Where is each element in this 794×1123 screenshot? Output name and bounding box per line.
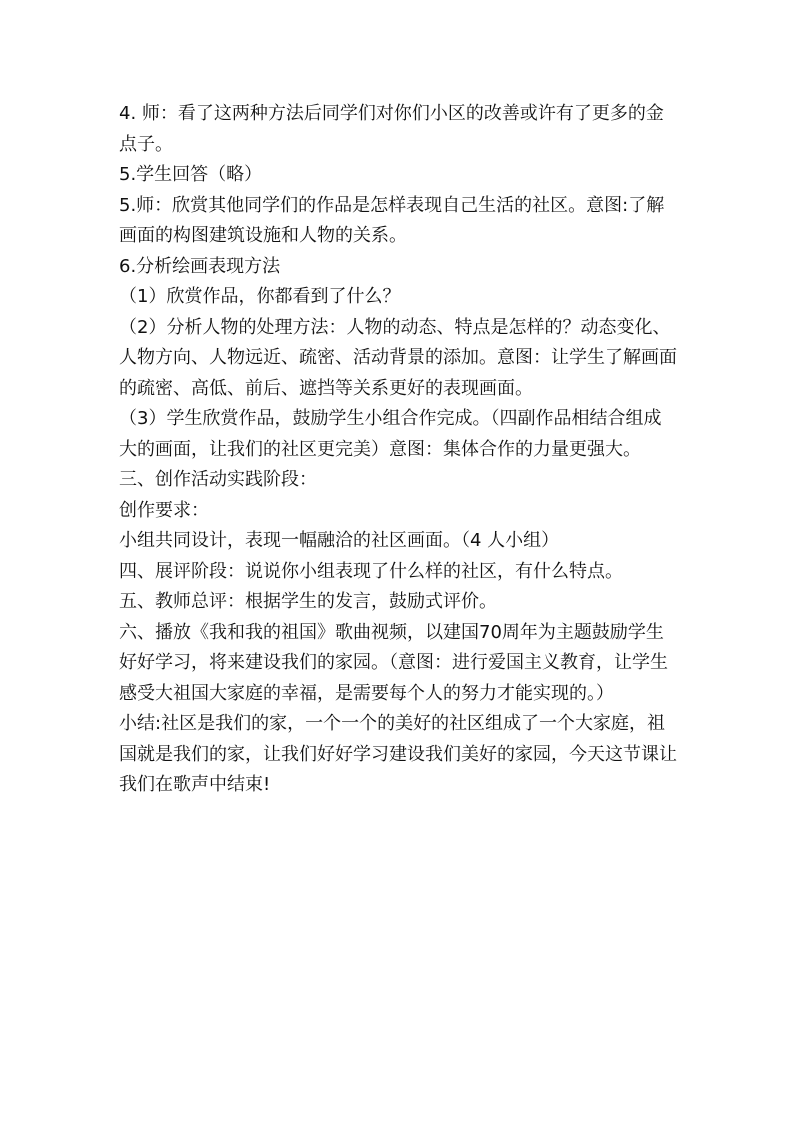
- paragraph-teacher-appreciation: 5.师：欣赏其他同学们的作品是怎样表现自己生活的社区。意图:了解画面的构图建筑设施和人物的关系。: [119, 194, 665, 246]
- document-body: [119, 99, 679, 801]
- paragraph-analysis-heading: 6.分析绘画表现方法: [119, 255, 281, 277]
- section-heading-practice: 三、创作活动实践阶段：: [119, 469, 317, 490]
- paragraph-analysis-item-3: （3）学生欣赏作品，鼓励学生小组合作完成。（四副作品相结合组成大的画面，让我们的社区更完美）意图：集体合作的力量更强大。: [119, 408, 662, 460]
- paragraph-student-answer: 5.学生回答（略）: [119, 164, 263, 185]
- section-heading-summary-review: 五、教师总评：根据学生的发言，鼓励式评价。: [119, 591, 497, 612]
- paragraph-teacher-question: 4. 师：看了这两种方法后同学们对你们小区的改善或许有了更多的金点子。: [119, 103, 664, 155]
- section-heading-exhibition: 四、展评阶段：说说你小组表现了什么样的社区，有什么特点。: [119, 560, 623, 582]
- paragraph-requirements: 小组共同设计，表现一幅融洽的社区画面。（4 人小组）: [119, 530, 560, 551]
- paragraph-analysis-item-2: （2）分析人物的处理方法：人物的动态、特点是怎样的？动态变化、人物方向、人物远近、疏密、活动背景的添加。意图：让学生了解画面的疏密、高低、前后、遮挡等关系更好的表现画面。: [119, 316, 677, 399]
- paragraph-analysis-item-1: （1）欣赏作品，你都看到了什么？: [119, 286, 401, 307]
- section-heading-song-video: 六、播放《我和我的祖国》歌曲视频，以建国70周年为主题鼓励学生好好学习，将来建设我们的家园。（意图：进行爱国主义教育，让学生感受大祖国大家庭的幸福，是需要每个人的努力才能实现的。）: [119, 621, 668, 704]
- paragraph-conclusion: 小结:社区是我们的家，一个一个的美好的社区组成了一个大家庭，祖国就是我们的家，让我们好好学习建设我们美好的家园，今天这节课让我们在歌声中结束!: [119, 713, 677, 795]
- paragraph-requirements-label: 创作要求：: [119, 499, 209, 521]
